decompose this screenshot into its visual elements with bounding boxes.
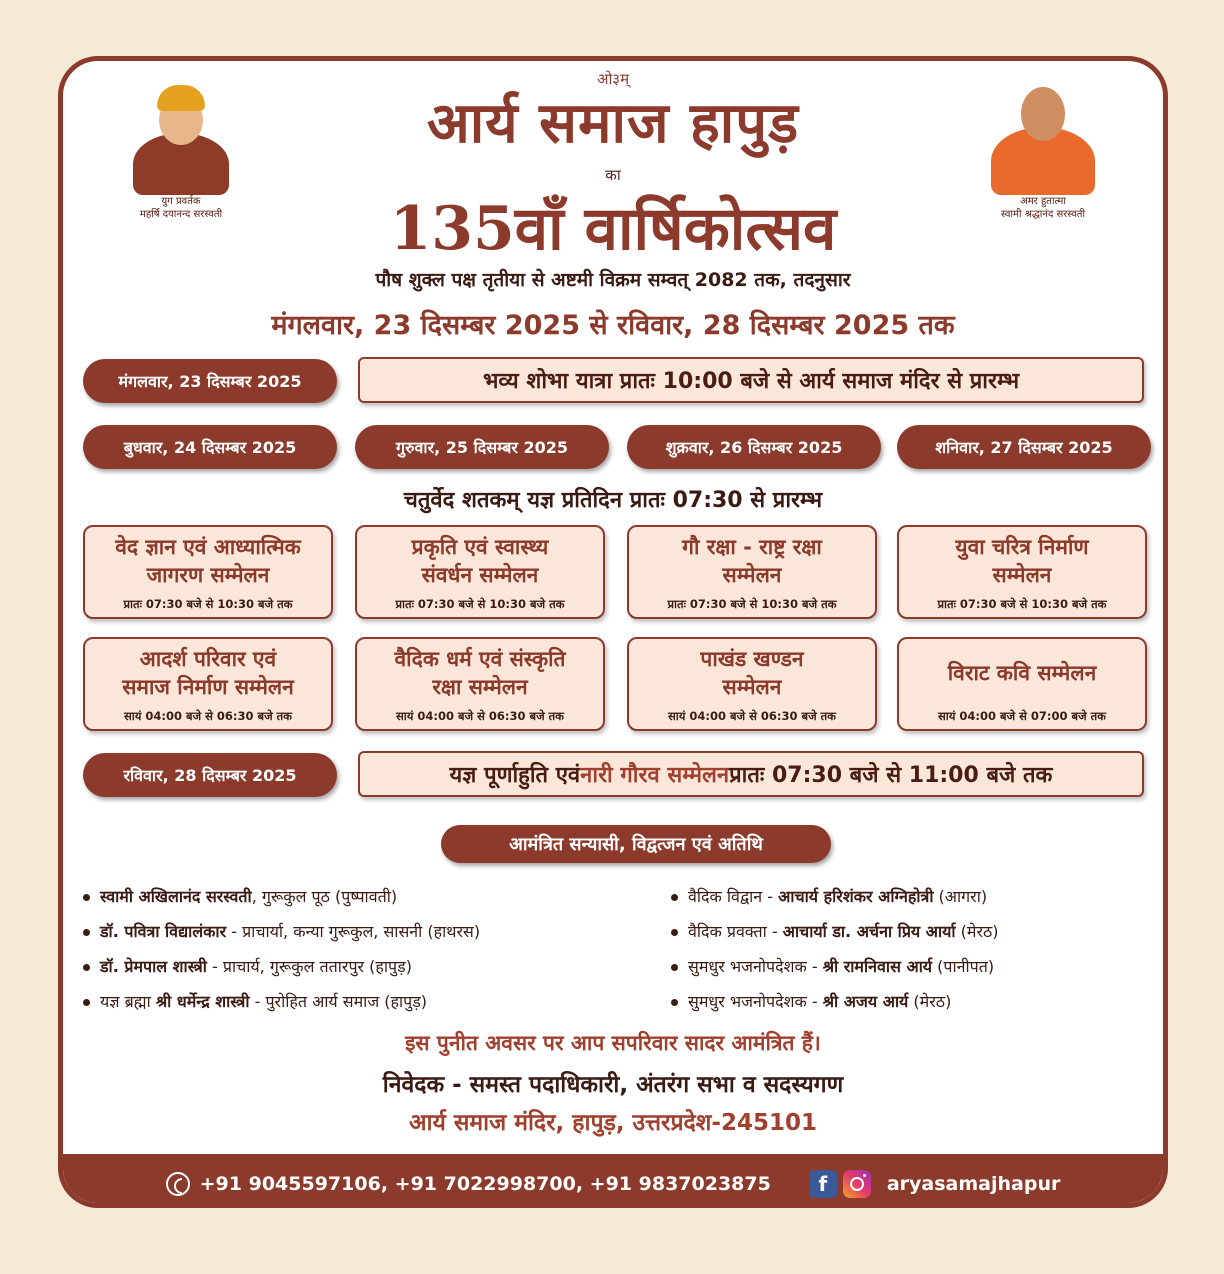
- date-pill-day1: मंगलवार, 23 दिसम्बर 2025: [83, 359, 337, 403]
- guest-name: स्वामी अखिलानंद सरस्वती: [100, 887, 252, 906]
- shraddhanand-portrait-image: [989, 83, 1097, 195]
- event-title: विराट कवि सम्मेलन: [947, 661, 1097, 685]
- guest-detail: - प्राचार्या, कन्या गुरूकुल, सासनी (हाथरस): [226, 922, 481, 941]
- phone-numbers: +91 9045597106, +91 7022998700, +91 9837023875: [199, 1173, 771, 1195]
- guest-list-left: [83, 879, 480, 1019]
- event-title: प्रकृति एवं स्वास्थ्य संवर्धन सम्मेलन: [411, 535, 549, 587]
- portrait-right-caption-2: स्वामी श्रद्धानंद सरस्वती: [1000, 209, 1086, 220]
- event-time: प्रातः 07:30 बजे से 10:30 बजे तक: [667, 597, 837, 611]
- daily-yagya: चतुर्वेद शतकम् यज्ञ प्रतिदिन प्रातः 07:30 से प्रारम्भ: [403, 488, 823, 513]
- event-time: सायं 04:00 बजे से 06:30 बजे तक: [667, 709, 836, 723]
- event-title: आदर्श परिवार एवं समाज निर्माण सम्मेलन: [122, 647, 294, 699]
- guest-list-right: [671, 879, 999, 1019]
- social-group: [809, 1170, 1061, 1198]
- poster-subtitle: 135वाँ वार्षिकोत्सव: [389, 194, 837, 264]
- guest-name: डॉ. प्रेमपाल शास्त्री: [100, 957, 207, 976]
- guest-detail: - पुरोहित आर्य समाज (हापुड़): [249, 992, 428, 1011]
- poster-card: [58, 56, 1168, 1208]
- date-pill-day6: रविवार, 28 दिसम्बर 2025: [83, 753, 337, 797]
- purnahuti-text-a: यज्ञ पूर्णाहुति एवं: [449, 763, 581, 788]
- event-card: [355, 637, 605, 731]
- event-title: वैदिक धर्म एवं संस्कृति रक्षा सम्मेलन: [394, 647, 566, 699]
- bullet-icon: [83, 894, 90, 901]
- event-card: [83, 525, 333, 619]
- instagram-icon: [843, 1170, 871, 1198]
- event-title: पाखंड खण्डन सम्मेलन: [700, 647, 804, 699]
- portrait-left-caption-1: युग प्रवर्तक: [161, 196, 201, 207]
- list-item: [83, 949, 480, 984]
- phone-group: [166, 1172, 771, 1196]
- guest-role: वैदिक विद्वान -: [688, 887, 779, 906]
- guest-detail: (आगरा): [933, 887, 988, 906]
- event-time: सायं 04:00 बजे से 07:00 बजे तक: [937, 709, 1106, 723]
- om-symbol: ओ३म्: [596, 70, 630, 88]
- bullet-icon: [83, 999, 90, 1006]
- list-item: [671, 879, 999, 914]
- list-item: [671, 949, 999, 984]
- event-time: सायं 04:00 बजे से 06:30 बजे तक: [395, 709, 564, 723]
- date-pill-day2: बुधवार, 24 दिसम्बर 2025: [83, 425, 337, 469]
- bullet-icon: [671, 964, 678, 971]
- guest-detail: - प्राचार्य, गुरूकुल ततारपुर (हापुड़): [206, 957, 412, 976]
- event-card: [897, 637, 1147, 731]
- bullet-icon: [83, 964, 90, 971]
- date-pill-day5: शनिवार, 27 दिसम्बर 2025: [897, 425, 1151, 469]
- guest-name: आचार्या डा. अर्चना प्रिय आर्या: [782, 922, 956, 941]
- guest-name: आचार्य हरिशंकर अग्निहोत्री: [778, 887, 934, 906]
- poster-title: आर्य समाज हापुड़: [426, 90, 800, 156]
- guest-name: श्री रामनिवास आर्य: [822, 957, 933, 976]
- list-item: [671, 984, 999, 1019]
- bullet-icon: [83, 929, 90, 936]
- guest-role: सुमधुर भजनोपदेशक -: [688, 957, 823, 976]
- dayanand-portrait-image: [127, 83, 235, 195]
- address-text: आर्य समाज मंदिर, हापुड़, उत्तरप्रदेश-245101: [409, 1110, 817, 1136]
- event-card: [355, 525, 605, 619]
- list-item: [83, 984, 480, 1019]
- purnahuti-text-c: प्रातः 07:30 बजे से 11:00 बजे तक: [729, 763, 1053, 788]
- guest-detail: (मेरठ): [955, 922, 999, 941]
- shobha-yatra-banner: भव्य शोभा यात्रा प्रातः 10:00 बजे से आर्य समाज मंदिर से प्रारम्भ: [358, 357, 1144, 403]
- event-time: प्रातः 07:30 बजे से 10:30 बजे तक: [395, 597, 565, 611]
- date-pill-day4: शुक्रवार, 26 दिसम्बर 2025: [627, 425, 881, 469]
- list-item: [83, 914, 480, 949]
- event-time: प्रातः 07:30 बजे से 10:30 बजे तक: [123, 597, 293, 611]
- guest-role: यज्ञ ब्रह्मा: [100, 992, 156, 1011]
- phone-icon: [166, 1172, 190, 1196]
- date-pill-day3: गुरुवार, 25 दिसम्बर 2025: [355, 425, 609, 469]
- event-card: [627, 525, 877, 619]
- event-card: [627, 637, 877, 731]
- event-card: [83, 637, 333, 731]
- guest-name: डॉ. पवित्रा विद्यालंकार: [100, 922, 227, 941]
- event-card: [897, 525, 1147, 619]
- list-item: [671, 914, 999, 949]
- guest-detail: , गुरूकुल पूठ (पुष्पावती): [251, 887, 398, 906]
- purnahuti-text-b: नारी गौरव सम्मेलन: [580, 763, 730, 788]
- guests-heading: आमंत्रित सन्यासी, विद्वत्जन एवं अतिथि: [441, 825, 831, 863]
- event-time: सायं 04:00 बजे से 06:30 बजे तक: [123, 709, 292, 723]
- social-handle: aryasamajhapur: [886, 1173, 1061, 1195]
- nivedak-text: निवेदक - समस्त पदाधिकारी, अंतरंग सभा व सदस्यगण: [382, 1072, 844, 1098]
- connector-text: का: [605, 166, 621, 184]
- guest-detail: (मेरठ): [908, 992, 952, 1011]
- event-time: प्रातः 07:30 बजे से 10:30 बजे तक: [937, 597, 1107, 611]
- list-item: [83, 879, 480, 914]
- portrait-left: [91, 83, 271, 221]
- guest-role: वैदिक प्रवक्ता -: [688, 922, 783, 941]
- bullet-icon: [671, 999, 678, 1006]
- facebook-icon: f: [809, 1170, 837, 1198]
- guest-role: सुमधुर भजनोपदेशक -: [688, 992, 823, 1011]
- contact-footer: [63, 1154, 1163, 1208]
- bullet-icon: [671, 894, 678, 901]
- purnahuti-banner: [358, 751, 1144, 797]
- guest-name: श्री अजय आर्य: [822, 992, 909, 1011]
- portrait-left-caption-2: महर्षि दयानन्द सरस्वती: [139, 209, 223, 220]
- date-range: मंगलवार, 23 दिसम्बर 2025 से रविवार, 28 दिसम्बर 2025 तक: [271, 310, 955, 341]
- portrait-right-caption-1: अमर हुतात्मा: [1020, 196, 1066, 207]
- bullet-icon: [671, 929, 678, 936]
- calendar-range: पौष शुक्ल पक्ष तृतीया से अष्टमी विक्रम सम्वत् 2082 तक, तदनुसार: [375, 269, 851, 291]
- invitation-text: इस पुनीत अवसर पर आप सपरिवार सादर आमंत्रित हैं।: [405, 1031, 821, 1055]
- event-title: गौ रक्षा - राष्ट्र रक्षा सम्मेलन: [682, 535, 822, 587]
- guest-name: श्री धर्मेन्द्र शास्त्री: [155, 992, 250, 1011]
- event-title: वेद ज्ञान एवं आध्यात्मिक जागरण सम्मेलन: [115, 535, 301, 587]
- portrait-right: [953, 83, 1133, 221]
- event-title: युवा चरित्र निर्माण सम्मेलन: [955, 535, 1089, 587]
- guest-detail: (पानीपत): [932, 957, 995, 976]
